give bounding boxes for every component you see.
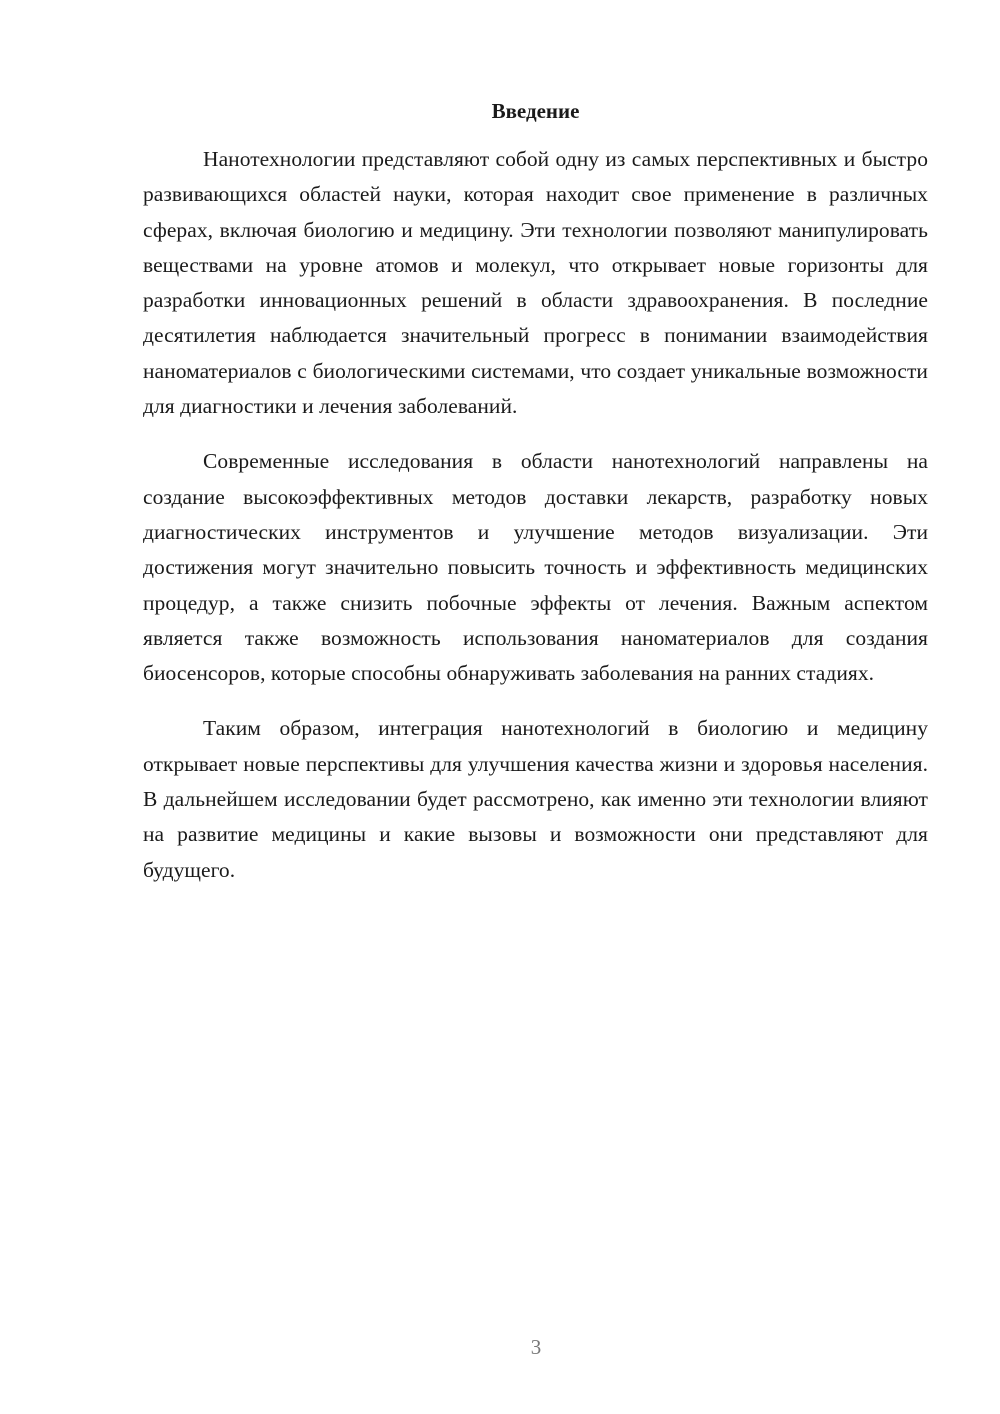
paragraph-1: Нанотехнологии представляют собой одну из самых перспективных и быстро развивающихся областей науки, которая находит свое применение в различных сферах, включая биологию и медицину. Эти технологии позволяют манипулировать веществами на уровне атомов и молекул, что открывает новые горизонты для разработки инновационных решений в области здравоохранения. В последние десятилетия наблюдается значительный прогресс в понимании взаимодействия наноматериалов с биологическими системами, что создает уникальные возможности для диагностики и лечения заболеваний. — [143, 147, 928, 419]
page-number: 3 — [530, 1335, 542, 1359]
body-text — [143, 142, 928, 908]
paragraph-2: Современные исследования в области нанотехнологий направлены на создание высокоэффективных методов доставки лекарств, разработку новых диагностических инструментов и улучшение методов визуализации. Эти достижения могут значительно повысить точность и эффективность медицинских процедур, а также снизить побочные эффекты от лечения. Важным аспектом является также возможность использования наноматериалов для создания биосенсоров, которые способны обнаруживать заболевания на ранних стадиях. — [143, 449, 928, 686]
paragraph-3: Таким образом, интеграция нанотехнологий в биологию и медицину открывает новые перспективы для улучшения качества жизни и здоровья населения. В дальнейшем исследовании будет рассмотрено, как именно эти технологии влияют на развитие медицины и какие вызовы и возможности они представляют для будущего. — [143, 716, 928, 882]
section-title: Введение — [491, 99, 580, 123]
